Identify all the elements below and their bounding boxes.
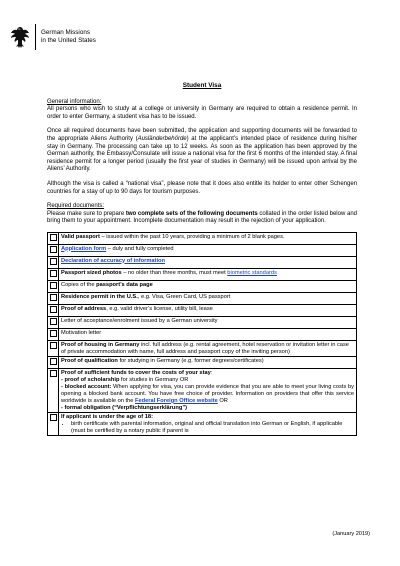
letterhead-divider bbox=[35, 24, 36, 50]
item-text: – no older than three months, must meet bbox=[121, 269, 228, 276]
general-info-heading: General information: bbox=[47, 98, 102, 105]
item-text: When applying for visa, you can provide evidence that you are able to meet your living costs by opening a blocked bank account. You have free choice of provider. Information on providers that offer this service worldwide is available on the bbox=[61, 383, 354, 404]
table-row bbox=[48, 340, 357, 356]
item-text: for studies in Germany OR bbox=[119, 376, 189, 383]
table-row bbox=[48, 316, 357, 328]
document-date: (January 2019) bbox=[332, 531, 370, 537]
item-text: : bbox=[210, 369, 213, 376]
p2-text-b: ) at the applicant’s intended place of residence during his/her stay in Germany. The processing can take up to 12 weeks. As soon as the application has been approved by the German authority, the Embassy/Consulate will issue a national visa for the first 6 months of the intended stay. A final residence permit for a longer period (usually the first year of studies in Germany) will be issued upon arrival by the Aliens’ Authority. bbox=[47, 135, 357, 173]
item-label: Valid passport bbox=[61, 233, 100, 240]
table-row bbox=[48, 304, 357, 316]
item-text: Motivation letter bbox=[61, 329, 102, 336]
mission-name bbox=[41, 29, 96, 45]
checkbox[interactable] bbox=[50, 342, 57, 349]
checkbox[interactable] bbox=[50, 318, 57, 325]
table-row bbox=[48, 328, 357, 340]
table-row bbox=[48, 292, 357, 304]
table-row bbox=[48, 369, 357, 413]
item-label: Proof of address bbox=[61, 305, 107, 312]
required-docs-heading: Required documents: bbox=[47, 203, 105, 210]
item-text: Copies of the bbox=[61, 281, 97, 288]
table-row bbox=[48, 268, 357, 280]
item-text: OR bbox=[217, 397, 228, 404]
item-text: – issued within the past 10 years, providing a minimum of 2 blank pages. bbox=[99, 233, 285, 240]
checkbox[interactable] bbox=[50, 246, 57, 253]
table-row bbox=[48, 244, 357, 256]
p2-authority: Ausländerbehörde bbox=[137, 135, 187, 142]
item-label: Proof of housing in Germany bbox=[61, 341, 140, 348]
table-row bbox=[48, 280, 357, 292]
item-label: Passport sized photos bbox=[61, 269, 122, 276]
item-text: Letter of acceptance/enrolment issued by a German university bbox=[61, 317, 218, 324]
declaration-link[interactable]: Declaration of accuracy of information bbox=[61, 257, 165, 264]
federal-foreign-office-link[interactable]: Federal Foreign Office website bbox=[134, 397, 218, 404]
mission-line-1: German Missions bbox=[41, 28, 90, 36]
required-docs-paragraph bbox=[47, 211, 357, 226]
checkbox[interactable] bbox=[50, 370, 57, 377]
mission-line-2: in the United States bbox=[41, 37, 96, 44]
checkbox[interactable] bbox=[50, 258, 57, 265]
formal-obligation-label: - formal obligation (“Verpflichtungserklärung”) bbox=[61, 404, 188, 411]
req-text-a: Please make sure to prepare bbox=[47, 210, 126, 217]
general-info-paragraph-2 bbox=[47, 128, 357, 174]
req-text-bold: two complete sets of the following documents bbox=[125, 210, 258, 217]
item-label: passport’s data page bbox=[96, 281, 153, 288]
letterhead bbox=[10, 24, 96, 50]
table-row bbox=[48, 413, 357, 436]
document-body bbox=[47, 82, 357, 436]
scholarship-label: - proof of scholarship bbox=[61, 376, 120, 383]
general-info-paragraph-1: All persons who wish to study at a college or university in Germany are required to obtain a residence permit. In order to enter Germany, a student visa has to be issued. bbox=[47, 106, 357, 120]
checkbox[interactable] bbox=[50, 306, 57, 313]
checkbox[interactable] bbox=[50, 414, 57, 421]
checkbox[interactable] bbox=[50, 358, 57, 365]
checkbox[interactable] bbox=[50, 270, 57, 277]
item-text: for studying in Germany (e.g. former degrees/certificates) bbox=[117, 357, 264, 364]
p2-text-a: Once all required documents have been submitted, the application and supporting documents will be forwarded to the appropriate Aliens Authority ( bbox=[47, 128, 357, 142]
table-row bbox=[48, 256, 357, 268]
minor-requirements-list bbox=[61, 421, 354, 435]
blocked-account-label: - blocked account: bbox=[61, 383, 112, 390]
item-text: , e.g. valid driver’s license, utility bill, lease bbox=[106, 305, 213, 312]
checkbox[interactable] bbox=[50, 282, 57, 289]
checkbox[interactable] bbox=[50, 234, 57, 241]
item-label: Proof of sufficient funds to cover the costs of your stay bbox=[61, 369, 211, 376]
table-row bbox=[48, 357, 357, 369]
item-label: Residence permit in the U.S. bbox=[61, 293, 138, 300]
item-label: Proof of qualification bbox=[61, 357, 118, 364]
list-item: • birth certificate with parental information, original and official translation into German or English, if applicable (must be certified by a notary public if parent is bbox=[71, 421, 354, 435]
table-row bbox=[48, 232, 357, 244]
checkbox[interactable] bbox=[50, 330, 57, 337]
item-text: , e.g. Visa, Green Card, US passport bbox=[137, 293, 231, 300]
biometric-standards-link[interactable]: biometric standards bbox=[227, 269, 277, 276]
req-text-b: collated in the order listed below and bring them to your appointment. Incomplete documentation may result in the rejection of your application. bbox=[47, 210, 357, 225]
general-info-paragraph-3: Although the visa is called a “national visa”, please note that it does also entitle its holder to enter other Schengen countries for a stay of up to 90 days for tourism purposes. bbox=[47, 180, 357, 195]
item-text: incl. full address (e.g. rental agreement, hotel reservation or invitation letter in case of private accommodation with name, full address and passport copy of the inviting person) bbox=[61, 341, 349, 355]
application-form-link[interactable]: Application form bbox=[61, 245, 107, 252]
page-title: Student Visa bbox=[182, 82, 222, 89]
checkbox[interactable] bbox=[50, 294, 57, 301]
item-label: If applicant is under the age of 18: bbox=[61, 413, 153, 420]
item-text: – duly and fully completed bbox=[106, 245, 174, 252]
documents-checklist bbox=[47, 232, 357, 437]
federal-eagle-icon bbox=[10, 24, 30, 50]
